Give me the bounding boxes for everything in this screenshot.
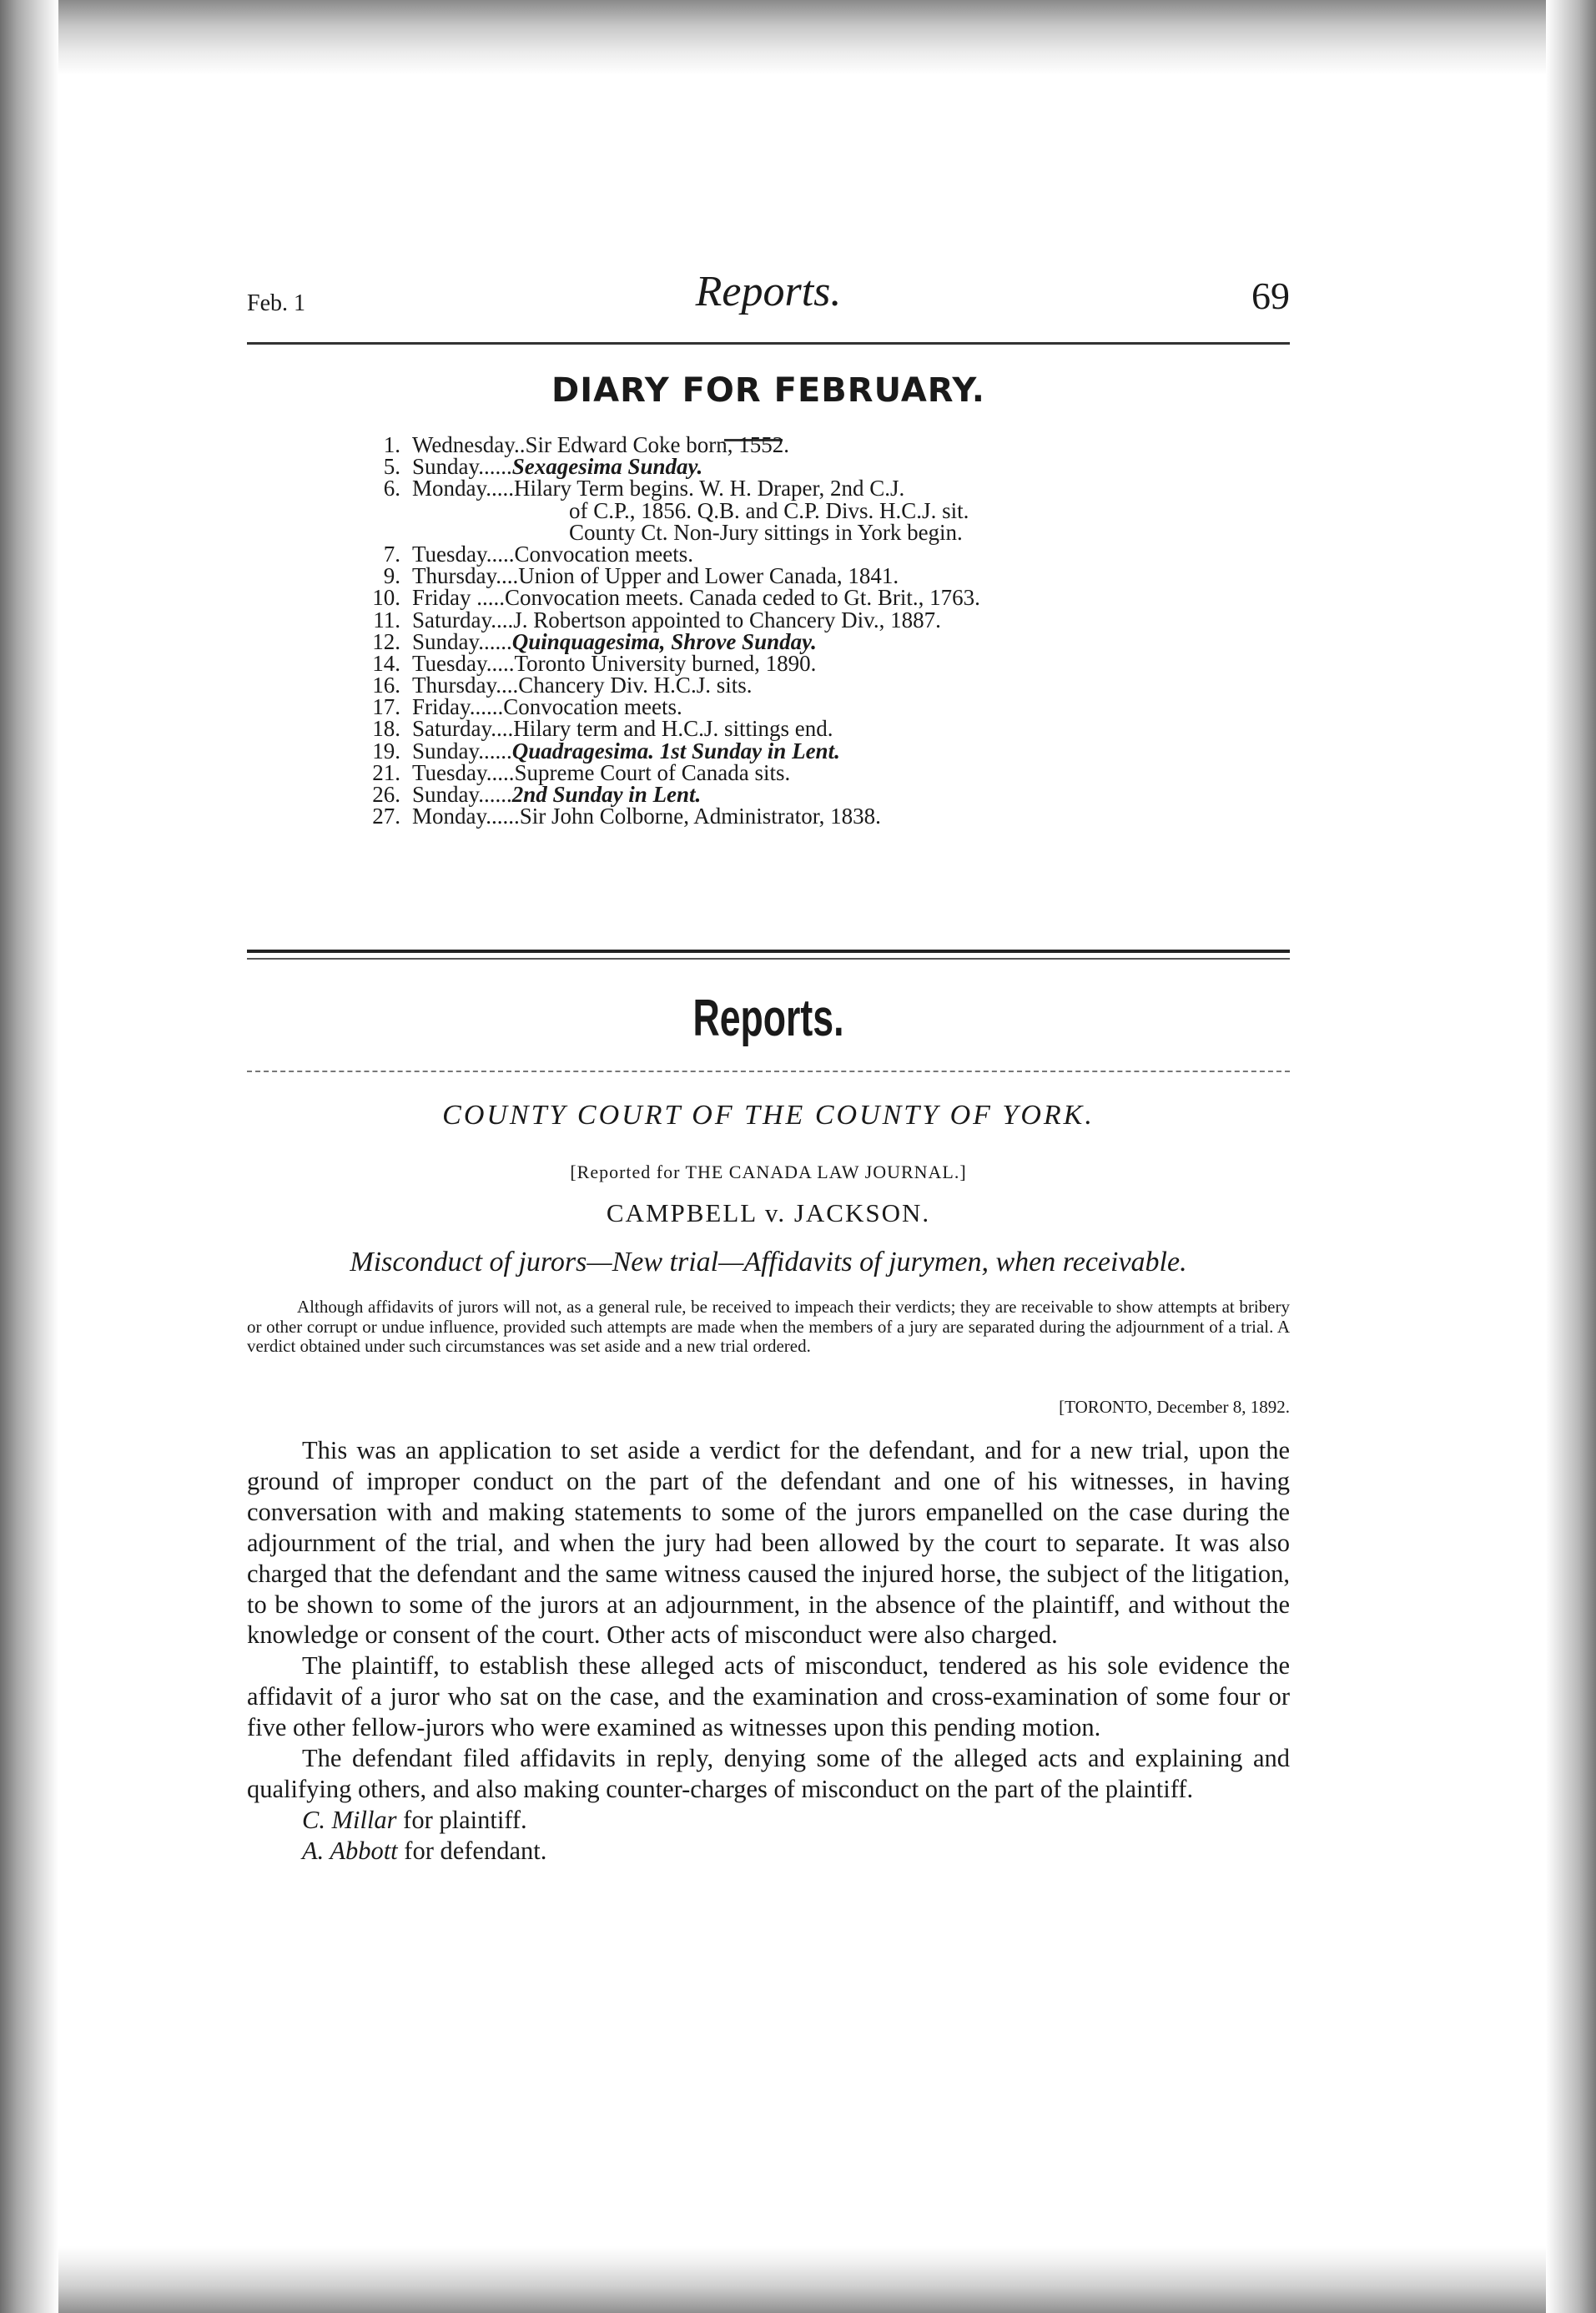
running-head [247,267,1290,334]
diary-entry-body [412,716,833,742]
diary-entry-body [412,434,789,456]
counsel-role: for plaintiff. [403,1805,527,1834]
dateline: [TORONTO, December 8, 1892. [1059,1397,1290,1417]
diary-entry [350,696,1268,718]
diary-entry-day: Sunday...... [412,454,512,480]
scan-edge-top [0,0,1596,75]
diary-entry-day: Saturday.... [412,716,514,742]
diary-entry-number: 5. [383,454,400,480]
diary-entry [350,519,1268,545]
diary-entry-day: Thursday.... [412,563,519,589]
diary-entry [350,434,1268,456]
diary-entry-text: Chancery Div. H.C.J. sits. [518,673,753,698]
diary-entry-day: Wednesday.. [412,432,526,457]
diary-entry-number: 9. [383,563,400,589]
diary-entry-text: Convocation meets. [514,541,693,567]
diary-entry-number: 1. [383,432,400,457]
diary-entry-body [412,543,693,565]
reports-title: Reports. [692,990,844,1047]
diary-entry-body [412,585,980,611]
counsel-name: A. Abbott [302,1836,398,1865]
reported-for: [Reported for THE CANADA LAW JOURNAL.] [570,1162,967,1182]
diary-entry-body [412,696,682,718]
diary-entry-body [569,497,969,523]
diary-entry [350,585,1268,611]
counsel-role: for defendant. [404,1836,547,1865]
headnote: Misconduct of jurors—New trial—Affidavits of jurymen, when receivable. [350,1247,1187,1277]
diary-entry-number: 27. [372,804,400,829]
counsel-name: C. Millar [302,1805,397,1834]
diary-entry [350,759,1268,785]
reports-rule [247,1071,1290,1072]
diary-entry-text: Quadragesima. 1st Sunday in Lent. [511,738,840,763]
diary-entry-number: 17. [372,694,400,720]
diary-entry [350,565,1268,587]
diary-entry-body [412,740,840,762]
diary-entry-number: 19. [372,738,400,763]
case-title: CAMPBELL v. JACKSON. [606,1198,931,1227]
diary-entry-text: Convocation meets. Canada ceded to Gt. Brit., 1763. [505,585,980,611]
diary-entry-number: 6. [383,476,400,501]
diary-entry-number: 14. [372,650,400,676]
diary-entry-number: 12. [372,628,400,654]
section-rule-thick [247,950,1290,953]
body-paragraph: The plaintiff, to establish these alleged acts of misconduct, tendered as his sole evidence the affidavit of a juror who sat on the case, and the examination and cross-examination of some four or five other fellow-jurors who were examined as witnesses upon this pending motion. [247,1651,1290,1742]
diary-entry-body [412,784,701,805]
diary-entry [350,716,1268,742]
diary-entry-day: Monday...... [412,804,520,829]
report-body [247,1435,1290,1867]
diary-entry-text: of C.P., 1856. Q.B. and C.P. Divs. H.C.J. sit. [569,497,969,523]
diary-entry [350,454,1268,480]
header-date: Feb. 1 [247,290,305,316]
diary-entry-text: J. Robertson appointed to Chancery Div., 1887. [513,607,941,632]
diary-entry-body [412,609,941,631]
diary-entry-day: Tuesday..... [412,541,515,567]
diary-entry-body [412,759,791,785]
diary-entry [350,497,1268,523]
page-number: 69 [1251,275,1290,317]
header-rule [247,342,1290,345]
diary-entry-number: 11. [373,607,400,632]
diary-entry-text: Sexagesima Sunday. [511,454,703,480]
diary-entry [350,609,1268,631]
diary-entry-number: 10. [372,585,400,611]
diary-entry-body [569,519,963,545]
diary-entry [350,628,1268,654]
diary-entry-text: Hilary Term begins. W. H. Draper, 2nd C.J. [514,476,905,501]
diary-entry-text: 2nd Sunday in Lent. [511,782,702,807]
body-paragraph: The defendant filed affidavits in reply, denying some of the alleged acts and explaining and qualifying others, and also making counter-charges of misconduct on the part of the plaintiff. [247,1744,1290,1803]
diary-entry-day: Friday...... [412,694,504,720]
scan-edge-left [0,0,58,2313]
diary-entry-body [412,805,881,827]
counsel-defendant [247,1836,1290,1867]
diary-entry-day: Sunday...... [412,628,512,654]
diary-entry-day: Monday..... [412,476,514,501]
diary-entry-number: 21. [372,759,400,785]
diary-entry-body [412,565,899,587]
diary-entry [350,784,1268,805]
diary-entry-day: Sunday...... [412,738,512,763]
header-section: Reports. [695,268,842,315]
diary-entry-day: Tuesday..... [412,650,515,676]
diary-entry [350,543,1268,565]
diary-entry-number: 26. [372,782,400,807]
diary-entry-text: Supreme Court of Canada sits. [514,759,791,785]
diary-entry-body [412,454,703,480]
counsel-plaintiff [247,1805,1290,1836]
diary-entry-text: Quinquagesima, Shrove Sunday. [511,628,817,654]
diary-entry-number: 18. [372,716,400,742]
diary-list [350,434,1268,827]
diary-entry-day: Thursday.... [412,673,519,698]
diary-entry-text: Convocation meets. [503,694,682,720]
body-paragraph: This was an application to set aside a verdict for the defendant, and for a new trial, upon the ground of improper conduct on the part of the defendant and one of his witnesses, in having conversation with and making statements to some of the jurors empanelled on the case during the adjournment of the trial, and when the jury had been allowed by the court to separate. It was also charged that the defendant and the same witness caused the injured horse, the subject of the litigation, to be shown to some of the jurors at an adjournment, in the absence of the plaintiff, and without the knowledge or consent of the court. Other acts of misconduct were also charged. [247,1436,1290,1650]
diary-entry-body [412,650,817,676]
court-title: COUNTY COURT OF THE COUNTY OF YORK. [442,1100,1095,1131]
diary-entry-day: Sunday...... [412,782,512,807]
diary-entry-text: Toronto University burned, 1890. [514,650,817,676]
case-summary: Although affidavits of jurors will not, as a general rule, be received to impeach their verdicts; they are receivable to show attempts at bribery or other corrupt or undue influence, provided such attempts are made when the members of a jury are separated during the adjournment of a trial. A verdict obtained under such circumstances was set aside and a new trial ordered. [247,1297,1290,1356]
diary-entry [350,477,1268,499]
diary-entry [350,805,1268,827]
diary-entry-body [412,477,904,499]
scan-edge-right [1546,0,1596,2313]
diary-entry-day: Friday ..... [412,585,505,611]
diary-entry [350,650,1268,676]
diary-entry-body [412,674,752,696]
section-rule-thin [247,958,1290,960]
diary-entry-body [412,628,817,654]
diary-entry-text: Hilary term and H.C.J. sittings end. [513,716,833,742]
diary-entry-text: Sir Edward Coke born, 1552. [525,432,789,457]
diary-entry-text: Sir John Colborne, Administrator, 1838. [519,804,881,829]
diary-title: DIARY FOR FEBRUARY. [551,371,985,410]
diary-entry-text: County Ct. Non-Jury sittings in York begin. [569,519,963,545]
diary-entry [350,674,1268,696]
diary-entry-number: 16. [372,673,400,698]
diary-entry-day: Tuesday..... [412,759,515,785]
diary-entry-day: Saturday.... [412,607,514,632]
diary-entry-text: Union of Upper and Lower Canada, 1841. [518,563,899,589]
diary-entry [350,740,1268,762]
scan-edge-bottom [0,2246,1596,2313]
diary-entry-number: 7. [383,541,400,567]
